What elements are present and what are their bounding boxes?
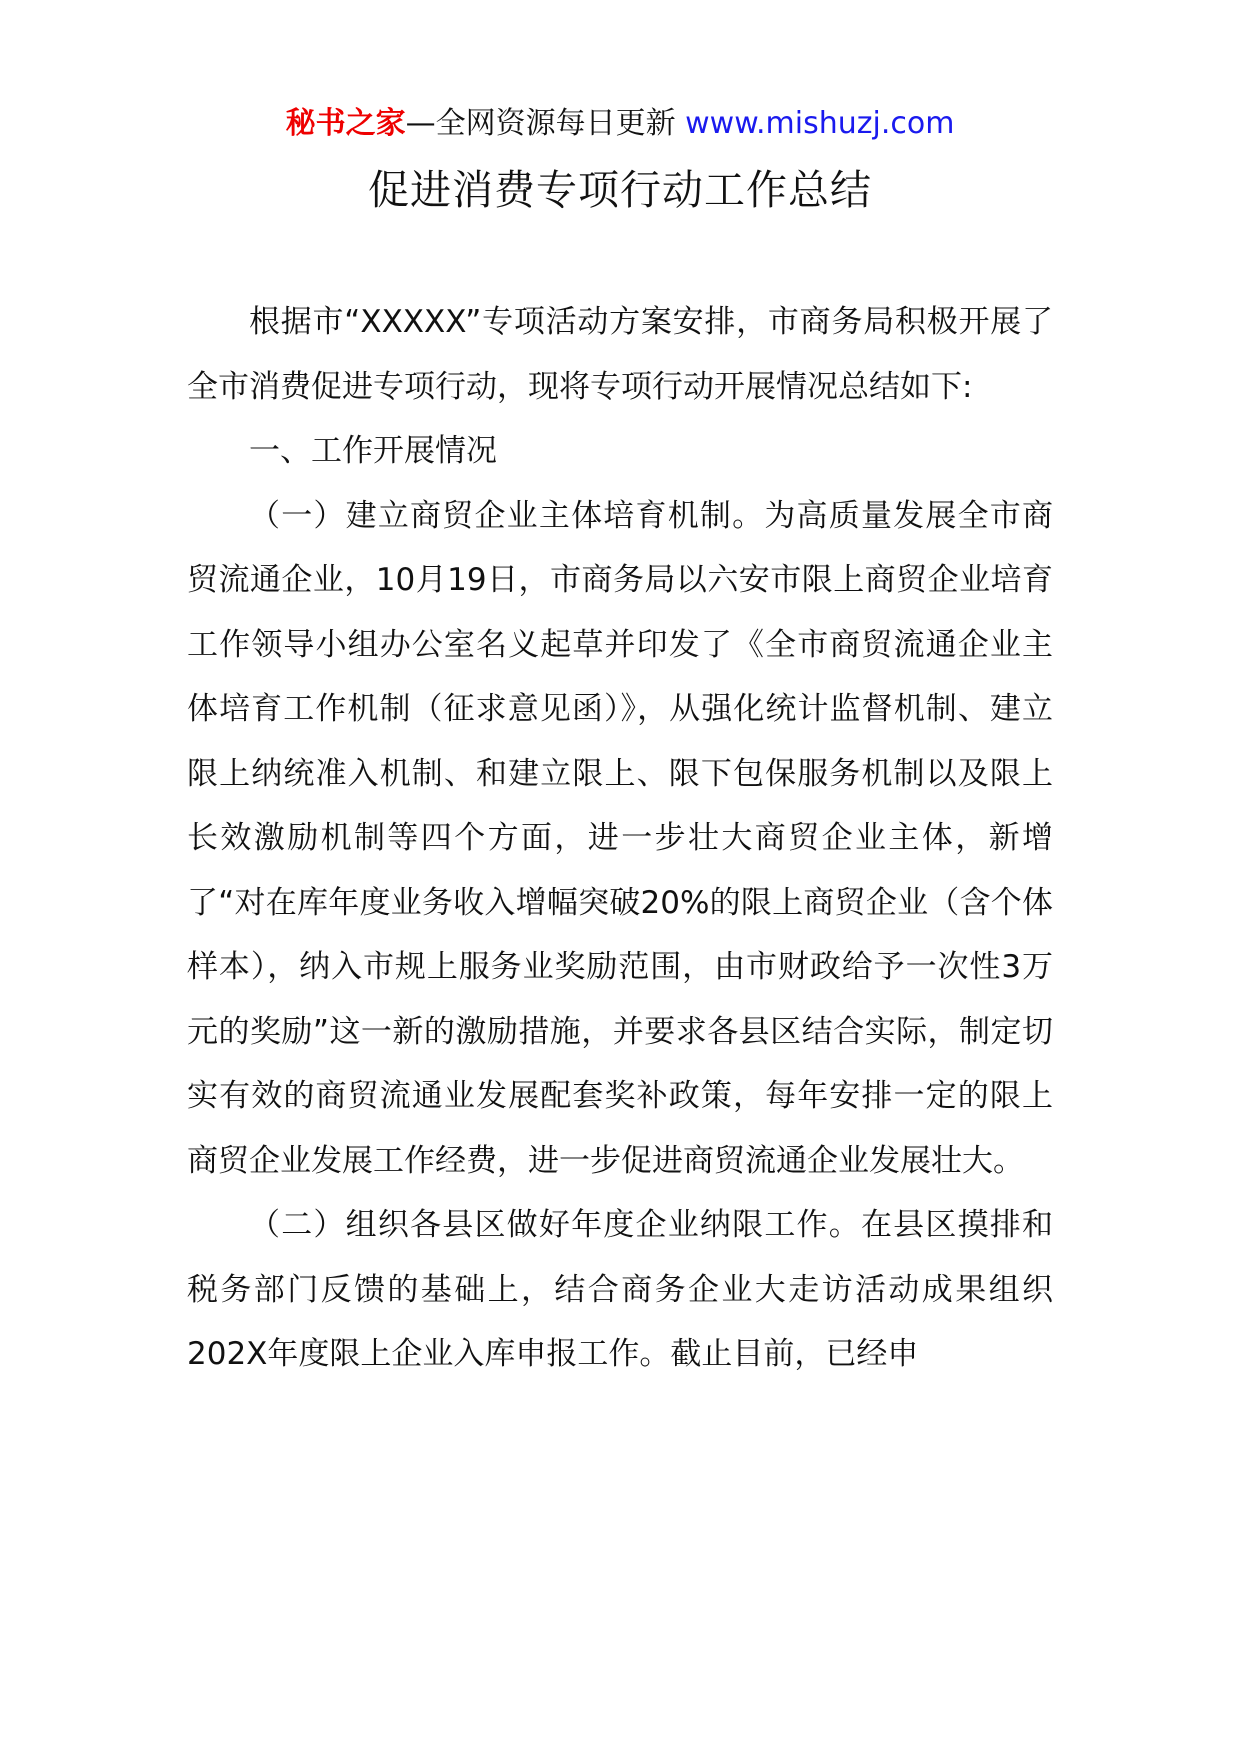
body-paragraph: （一）建立商贸企业主体培育机制。为高质量发展全市商贸流通企业，10月19日，市商务局以六安市限上商贸企业培育工作领导小组办公室名义起草并印发了《全市商贸流通企业主体培育工作机制（征求意见函）》，从强化统计监督机制、建立限上纳统准入机制、和建立限上、限下包保服务机制以及限上长效激励机制等四个方面，进一步壮大商贸企业主体，新增了“对在库年度业务收入增幅突破20%的限上商贸企业（含个体样本），纳入市规上服务业奖励范围，由市财政给予一次性3万元的奖励”这一新的激励措施，并要求各县区结合实际，制定切实有效的商贸流通业发展配套奖补政策，每年安排一定的限上商贸企业发展工作经费，进一步促进商贸流通企业发展壮大。 — [187, 497, 1053, 1179]
document-title: 促进消费专项行动工作总结 — [368, 166, 872, 214]
body-paragraph: （二）组织各县区做好年度企业纳限工作。在县区摸排和税务部门反馈的基础上，结合商务企业大走访活动成果组织202X年度限上企业入库申报工作。截止目前，已经申 — [187, 1207, 1053, 1372]
intro-paragraph: 根据市“XXXXX”专项活动方案安排，市商务局积极开展了全市消费促进专项行动，现将专项行动开展情况总结如下: — [187, 304, 1053, 405]
header-slogan: —全网资源每日更新 — [405, 106, 676, 141]
section-heading: 一、工作开展情况 — [249, 433, 497, 469]
brand-name: 秘书之家 — [285, 106, 406, 141]
site-header — [0, 104, 1240, 144]
site-url-link[interactable]: www.mishuzj.com — [685, 106, 955, 141]
document-body — [187, 290, 1053, 1387]
